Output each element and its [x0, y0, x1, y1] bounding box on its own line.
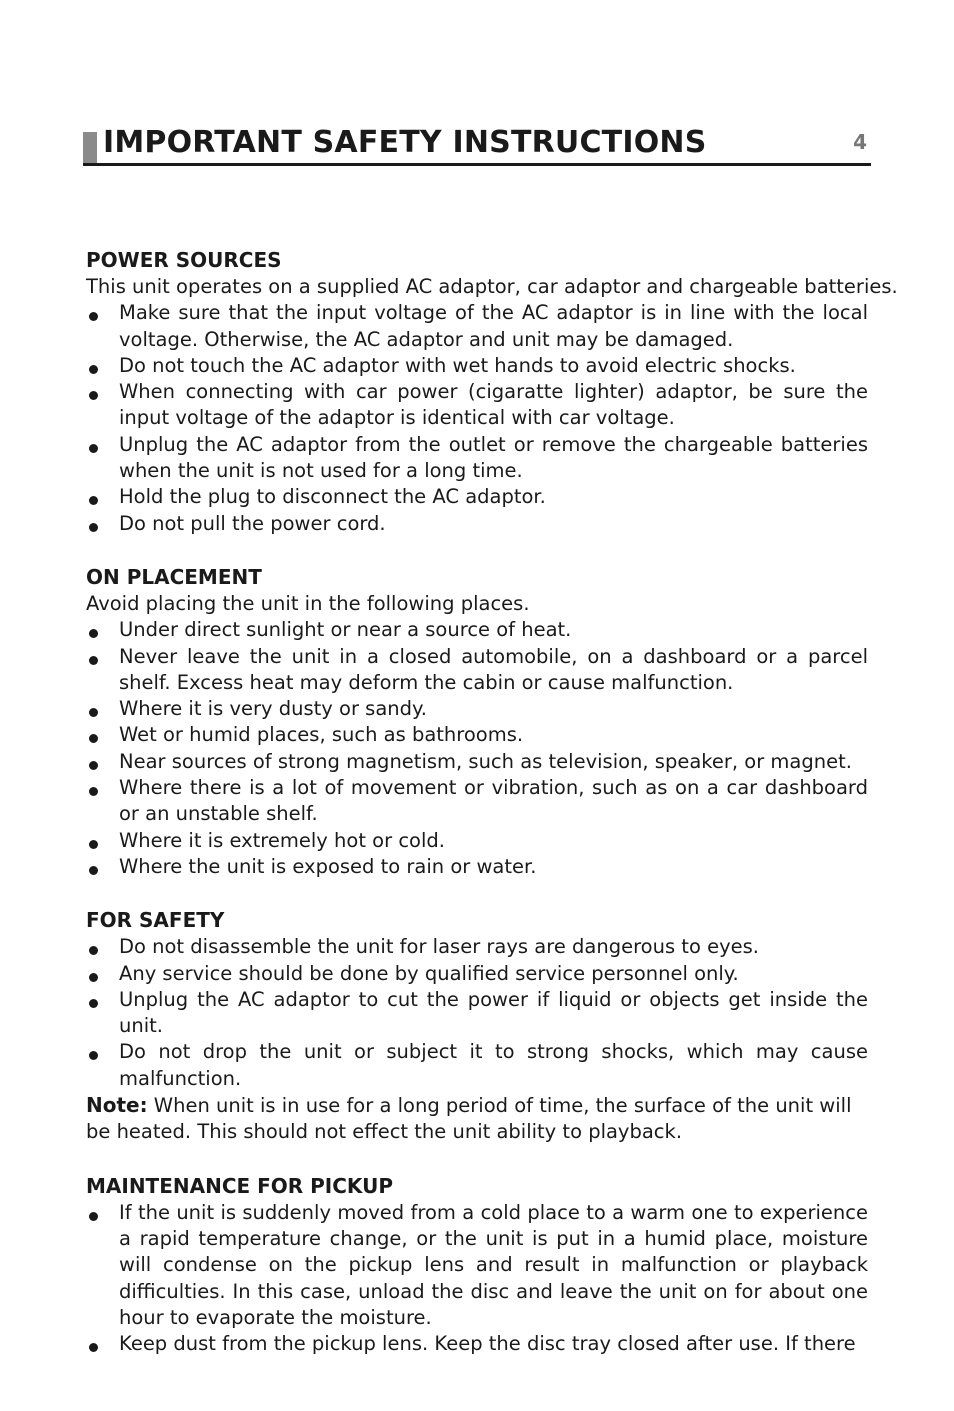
section-for-safety — [86, 906, 868, 1145]
section-title: POWER SOURCES — [86, 248, 282, 272]
list-item: Where the unit is exposed to rain or water. — [86, 854, 868, 880]
bullet-list — [86, 934, 868, 1092]
section-power-sources — [86, 246, 898, 537]
list-item: Any service should be done by qualified service personnel only. — [86, 961, 868, 987]
note-label: Note: — [86, 1093, 148, 1118]
bullet-list — [86, 300, 868, 537]
header-accent-bar — [83, 132, 97, 163]
page-title: IMPORTANT SAFETY INSTRUCTIONS — [103, 125, 707, 160]
section-title: FOR SAFETY — [86, 908, 225, 933]
list-item: Do not disassemble the unit for laser rays are dangerous to eyes. — [86, 934, 868, 960]
section-intro: This unit operates on a supplied AC adaptor, car adaptor and chargeable batteries. — [86, 275, 898, 298]
list-item: When connecting with car power (cigaratte lighter) adaptor, be sure the input voltage of the adaptor is identical with car voltage. — [86, 379, 868, 432]
safety-note — [86, 1092, 868, 1146]
section-maintenance-for-pickup — [86, 1172, 868, 1358]
list-item: Under direct sunlight or near a source of heat. — [86, 617, 868, 643]
list-item: Make sure that the input voltage of the AC adaptor is in line with the local voltage. Otherwise, the AC adaptor and unit may be damaged. — [86, 300, 868, 353]
section-title: ON PLACEMENT — [86, 564, 262, 589]
note-text: When unit is in use for a long period of time, the surface of the unit will be heated. This should not effect the unit ability to playback. — [86, 1094, 852, 1144]
section-title: MAINTENANCE FOR PICKUP — [86, 1173, 393, 1198]
list-item: Where it is extremely hot or cold. — [86, 828, 868, 854]
list-item: Never leave the unit in a closed automobile, on a dashboard or a parcel shelf. Excess heat may deform the cabin or cause malfunction. — [86, 644, 868, 697]
list-item: Do not touch the AC adaptor with wet hands to avoid electric shocks. — [86, 353, 868, 379]
page-content — [86, 246, 898, 1383]
list-item: Wet or humid places, such as bathrooms. — [86, 722, 868, 748]
list-item: Unplug the AC adaptor to cut the power if liquid or objects get inside the unit. — [86, 987, 868, 1040]
bullet-list — [86, 1200, 868, 1358]
page-number: 4 — [853, 130, 867, 154]
list-item: Where it is very dusty or sandy. — [86, 696, 868, 722]
list-item: Do not drop the unit or subject it to strong shocks, which may cause malfunction. — [86, 1039, 868, 1092]
section-on-placement — [86, 563, 868, 880]
list-item: Where there is a lot of movement or vibration, such as on a car dashboard or an unstable shelf. — [86, 775, 868, 828]
list-item: Keep dust from the pickup lens. Keep the disc tray closed after use. If there — [86, 1331, 868, 1357]
page-header — [83, 125, 871, 166]
section-intro: Avoid placing the unit in the following places. — [86, 591, 530, 615]
list-item: If the unit is suddenly moved from a cold place to a warm one to experience a rapid temperature change, or the unit is put in a humid place, moisture will condense on the pickup lens and result in malfunction or playback difficulties. In this case, unload the disc and leave the unit on for about one hour to evaporate the moisture. — [86, 1200, 868, 1331]
list-item: Unplug the AC adaptor from the outlet or remove the chargeable batteries when the unit is not used for a long time. — [86, 432, 868, 485]
bullet-list — [86, 617, 868, 880]
list-item: Near sources of strong magnetism, such as television, speaker, or magnet. — [86, 749, 868, 775]
list-item: Do not pull the power cord. — [86, 511, 868, 537]
list-item: Hold the plug to disconnect the AC adaptor. — [86, 484, 868, 510]
